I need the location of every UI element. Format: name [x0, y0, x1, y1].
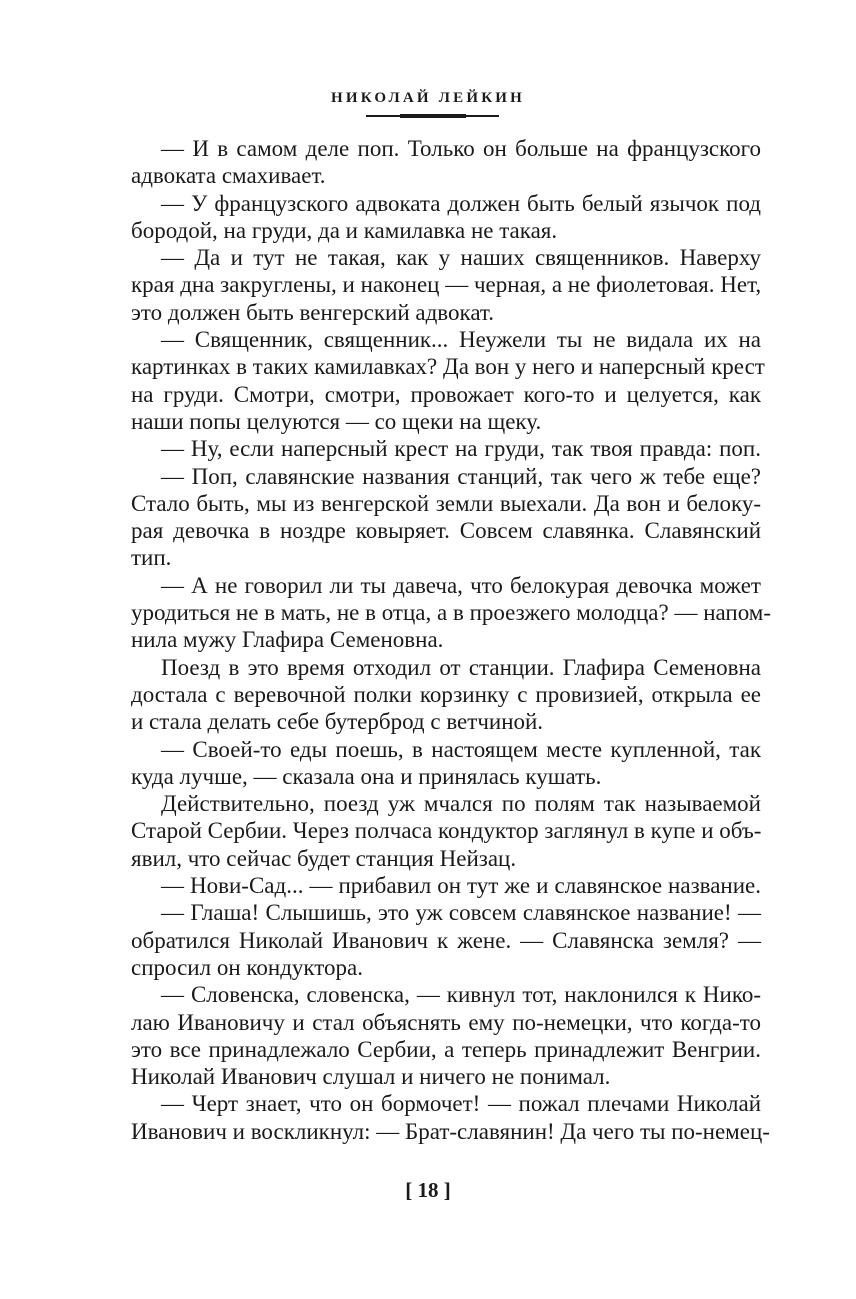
text-line: лаю Ивановичу и стал объяснять ему по-немецки, что когда-то — [131, 1009, 761, 1035]
text-line: обратился Николай Иванович к жене. — Славянска земля? — — [131, 927, 761, 953]
text-line: — Ну, если наперсный крест на груди, так твоя правда: поп. — [161, 436, 761, 462]
text-line: — Нови-Сад... — прибавил он тут же и славянское название. — [161, 873, 761, 899]
text-line: Стало быть, мы из венгерской земли выехали. Да вон и белоку- — [131, 490, 761, 516]
text-line: — Черт знает, что он бормочет! — пожал плечами Николай — [161, 1091, 761, 1117]
text-line: спросил он кондуктора. — [131, 954, 363, 980]
text-line: Старой Сербии. Через полчаса кондуктор заглянул в купе и объ- — [131, 818, 762, 844]
author-name: НИКОЛАЙ ЛЕЙКИН — [330, 90, 526, 106]
text-line: это должен быть венгерский адвокат. — [131, 299, 495, 325]
text-line: тип. — [131, 545, 172, 571]
text-line: достала с веревочной полки корзинку с провизией, открыла ее — [131, 681, 761, 707]
text-line: бородой, на груди, да и камилавка не такая. — [131, 217, 558, 243]
text-line: рая девочка в ноздре ковыряет. Совсем славянка. Славянский — [131, 518, 761, 544]
text-line: явил, что сейчас будет станция Нейзац. — [131, 845, 517, 871]
text-line: Иванович и воскликнул: — Брат-славянин! Да чего ты по-немец- — [131, 1118, 770, 1144]
running-header — [0, 86, 856, 110]
text-line: — И в самом деле поп. Только он больше на французского — [161, 136, 761, 161]
text-line: — Своей-то еды поешь, в настоящем месте купленной, так — [161, 736, 761, 762]
text-line: Действительно, поезд уж мчался по полям так называемой — [161, 791, 761, 817]
text-line: края дна закруглены, и наконец — черная, а не фиолетовая. Нет, — [131, 272, 762, 298]
text-line: Поезд в это время отходил от станции. Глафира Семеновна — [161, 654, 761, 680]
text-line: — А не говорил ли ты давеча, что белокурая девочка может — [161, 572, 761, 598]
text-line: — Священник, священник... Неужели ты не видала их на — [161, 327, 761, 353]
body-text — [131, 135, 772, 1145]
header-rule-accent — [400, 114, 466, 118]
text-line: — У французского адвоката должен быть белый язычок под — [161, 190, 761, 216]
text-line: нила мужу Глафира Семеновна. — [131, 627, 444, 653]
text-line: Николай Иванович слушал и ничего не понимал. — [131, 1064, 611, 1090]
text-line: это все принадлежало Сербии, а теперь принадлежит Венгрии. — [131, 1036, 761, 1062]
text-line: наши попы целуются — со щеки на щеку. — [131, 408, 542, 434]
text-line: картинках в таких камилавках? Да вон у него и наперсный крест — [131, 354, 765, 380]
text-line: — Глаша! Слышишь, это уж совсем славянское название! — — [161, 900, 761, 926]
text-line: — Словенска, словенска, — кивнул тот, наклонился к Нико- — [161, 982, 761, 1008]
text-line: куда лучше, — сказала она и принялась кушать. — [131, 763, 602, 789]
text-line: на груди. Смотри, смотри, провожает кого-то и целуется, как — [131, 381, 761, 407]
text-line: — Да и тут не такая, как у наших священников. Наверху — [161, 245, 761, 271]
text-line: и стала делать себе бутерброд с ветчиной. — [131, 709, 544, 735]
text-line: — Поп, славянские названия станций, так чего ж тебе еще? — [161, 463, 761, 489]
text-line: адвоката смахивает. — [131, 163, 326, 189]
text-line: уродиться не в мать, не в отца, а в проезжего молодца? — напом- — [131, 600, 772, 626]
page-number: [ 18 ] — [405, 1178, 451, 1202]
